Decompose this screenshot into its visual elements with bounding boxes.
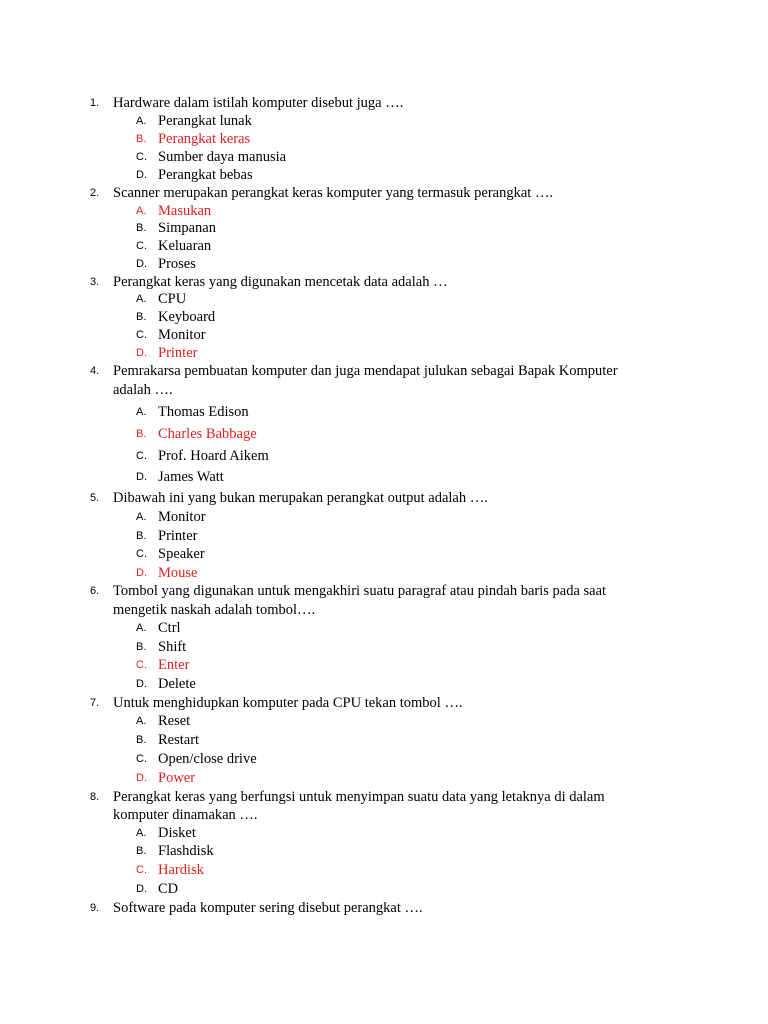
question-number: 4. [90, 365, 100, 377]
option-letter: C. [136, 240, 147, 252]
option-text-correct-answer: Printer [158, 345, 198, 361]
option-letter: D. [136, 169, 147, 181]
question-text: Software pada komputer sering disebut perangkat …. [113, 900, 423, 916]
question-number: 6. [90, 585, 100, 597]
question-text: Hardware dalam istilah komputer disebut juga …. [113, 95, 404, 111]
option-letter: C. [136, 548, 147, 560]
option-text: Open/close drive [158, 751, 257, 767]
option-text-correct-answer: Masukan [158, 203, 212, 219]
option-letter: B. [136, 530, 147, 542]
option-letter: A. [136, 406, 147, 418]
option-letter: D. [136, 567, 147, 579]
option-text: Prof. Hoard Aikem [158, 448, 269, 464]
option-text: CPU [158, 291, 187, 307]
option-text: Keyboard [158, 309, 216, 325]
question-text: Perangkat keras yang digunakan mencetak data adalah … [113, 274, 448, 290]
option-text-correct-answer: Charles Babbage [158, 426, 257, 442]
question-number: 1. [90, 97, 100, 109]
option-letter: D. [136, 347, 147, 359]
question-text-continued: mengetik naskah adalah tombol…. [113, 602, 316, 618]
option-text: Printer [158, 528, 198, 544]
option-letter: A. [136, 293, 147, 305]
option-text: Flashdisk [158, 843, 214, 859]
option-text-correct-answer: Perangkat keras [158, 131, 251, 147]
option-text: Perangkat bebas [158, 167, 253, 183]
option-text: Delete [158, 676, 196, 692]
option-letter: D. [136, 678, 147, 690]
option-letter: B. [136, 845, 147, 857]
option-letter: A. [136, 622, 147, 634]
question-number: 3. [90, 276, 100, 288]
option-letter: D. [136, 772, 147, 784]
option-text: Simpanan [158, 220, 216, 236]
option-text: Reset [158, 713, 191, 729]
question-text: Scanner merupakan perangkat keras komputer yang termasuk perangkat …. [113, 185, 554, 201]
question-number: 2. [90, 187, 100, 199]
option-letter: C. [136, 753, 147, 765]
option-text: Keluaran [158, 238, 212, 254]
option-letter: B. [136, 641, 147, 653]
option-letter: B. [136, 222, 147, 234]
option-text: Restart [158, 732, 200, 748]
option-letter: C. [136, 151, 147, 163]
option-letter: B. [136, 133, 147, 145]
option-text-correct-answer: Hardisk [158, 862, 204, 878]
option-text: Disket [158, 825, 196, 841]
option-letter: C. [136, 864, 147, 876]
question-number: 9. [90, 902, 100, 914]
option-letter: A. [136, 205, 147, 217]
option-letter: A. [136, 115, 147, 127]
option-letter: C. [136, 450, 147, 462]
option-letter: D. [136, 471, 147, 483]
option-text: Ctrl [158, 620, 181, 636]
option-text-correct-answer: Enter [158, 657, 190, 673]
option-text: Thomas Edison [158, 404, 249, 420]
option-text: Monitor [158, 509, 206, 525]
option-letter: A. [136, 511, 147, 523]
option-letter: B. [136, 734, 147, 746]
question-text: Dibawah ini yang bukan merupakan perangkat output adalah …. [113, 490, 488, 506]
option-letter: A. [136, 715, 147, 727]
question-text-continued: adalah …. [113, 382, 173, 398]
question-text: Tombol yang digunakan untuk mengakhiri suatu paragraf atau pindah baris pada saat [113, 583, 607, 599]
question-number: 7. [90, 697, 100, 709]
question-number: 5. [90, 492, 100, 504]
option-letter: B. [136, 428, 147, 440]
question-text: Perangkat keras yang berfungsi untuk menyimpan suatu data yang letaknya di dalam [113, 789, 605, 805]
option-letter: D. [136, 883, 147, 895]
option-letter: D. [136, 258, 147, 270]
option-text-correct-answer: Mouse [158, 565, 198, 581]
option-letter: A. [136, 827, 147, 839]
question-text: Untuk menghidupkan komputer pada CPU tekan tombol …. [113, 695, 463, 711]
option-text: Proses [158, 256, 196, 272]
option-text: Speaker [158, 546, 205, 562]
option-text: CD [158, 881, 179, 897]
option-text: Perangkat lunak [158, 113, 252, 129]
option-text: Sumber daya manusia [158, 149, 287, 165]
question-number: 8. [90, 791, 100, 803]
question-text: Pemrakarsa pembuatan komputer dan juga mendapat julukan sebagai Bapak Komputer [113, 363, 618, 379]
option-text: Shift [158, 639, 187, 655]
option-letter: B. [136, 311, 147, 323]
option-text: Monitor [158, 327, 206, 343]
option-letter: C. [136, 329, 147, 341]
question-text-continued: komputer dinamakan …. [113, 807, 258, 823]
option-letter: C. [136, 659, 147, 671]
option-text-correct-answer: Power [158, 770, 196, 786]
option-text: James Watt [158, 469, 224, 485]
